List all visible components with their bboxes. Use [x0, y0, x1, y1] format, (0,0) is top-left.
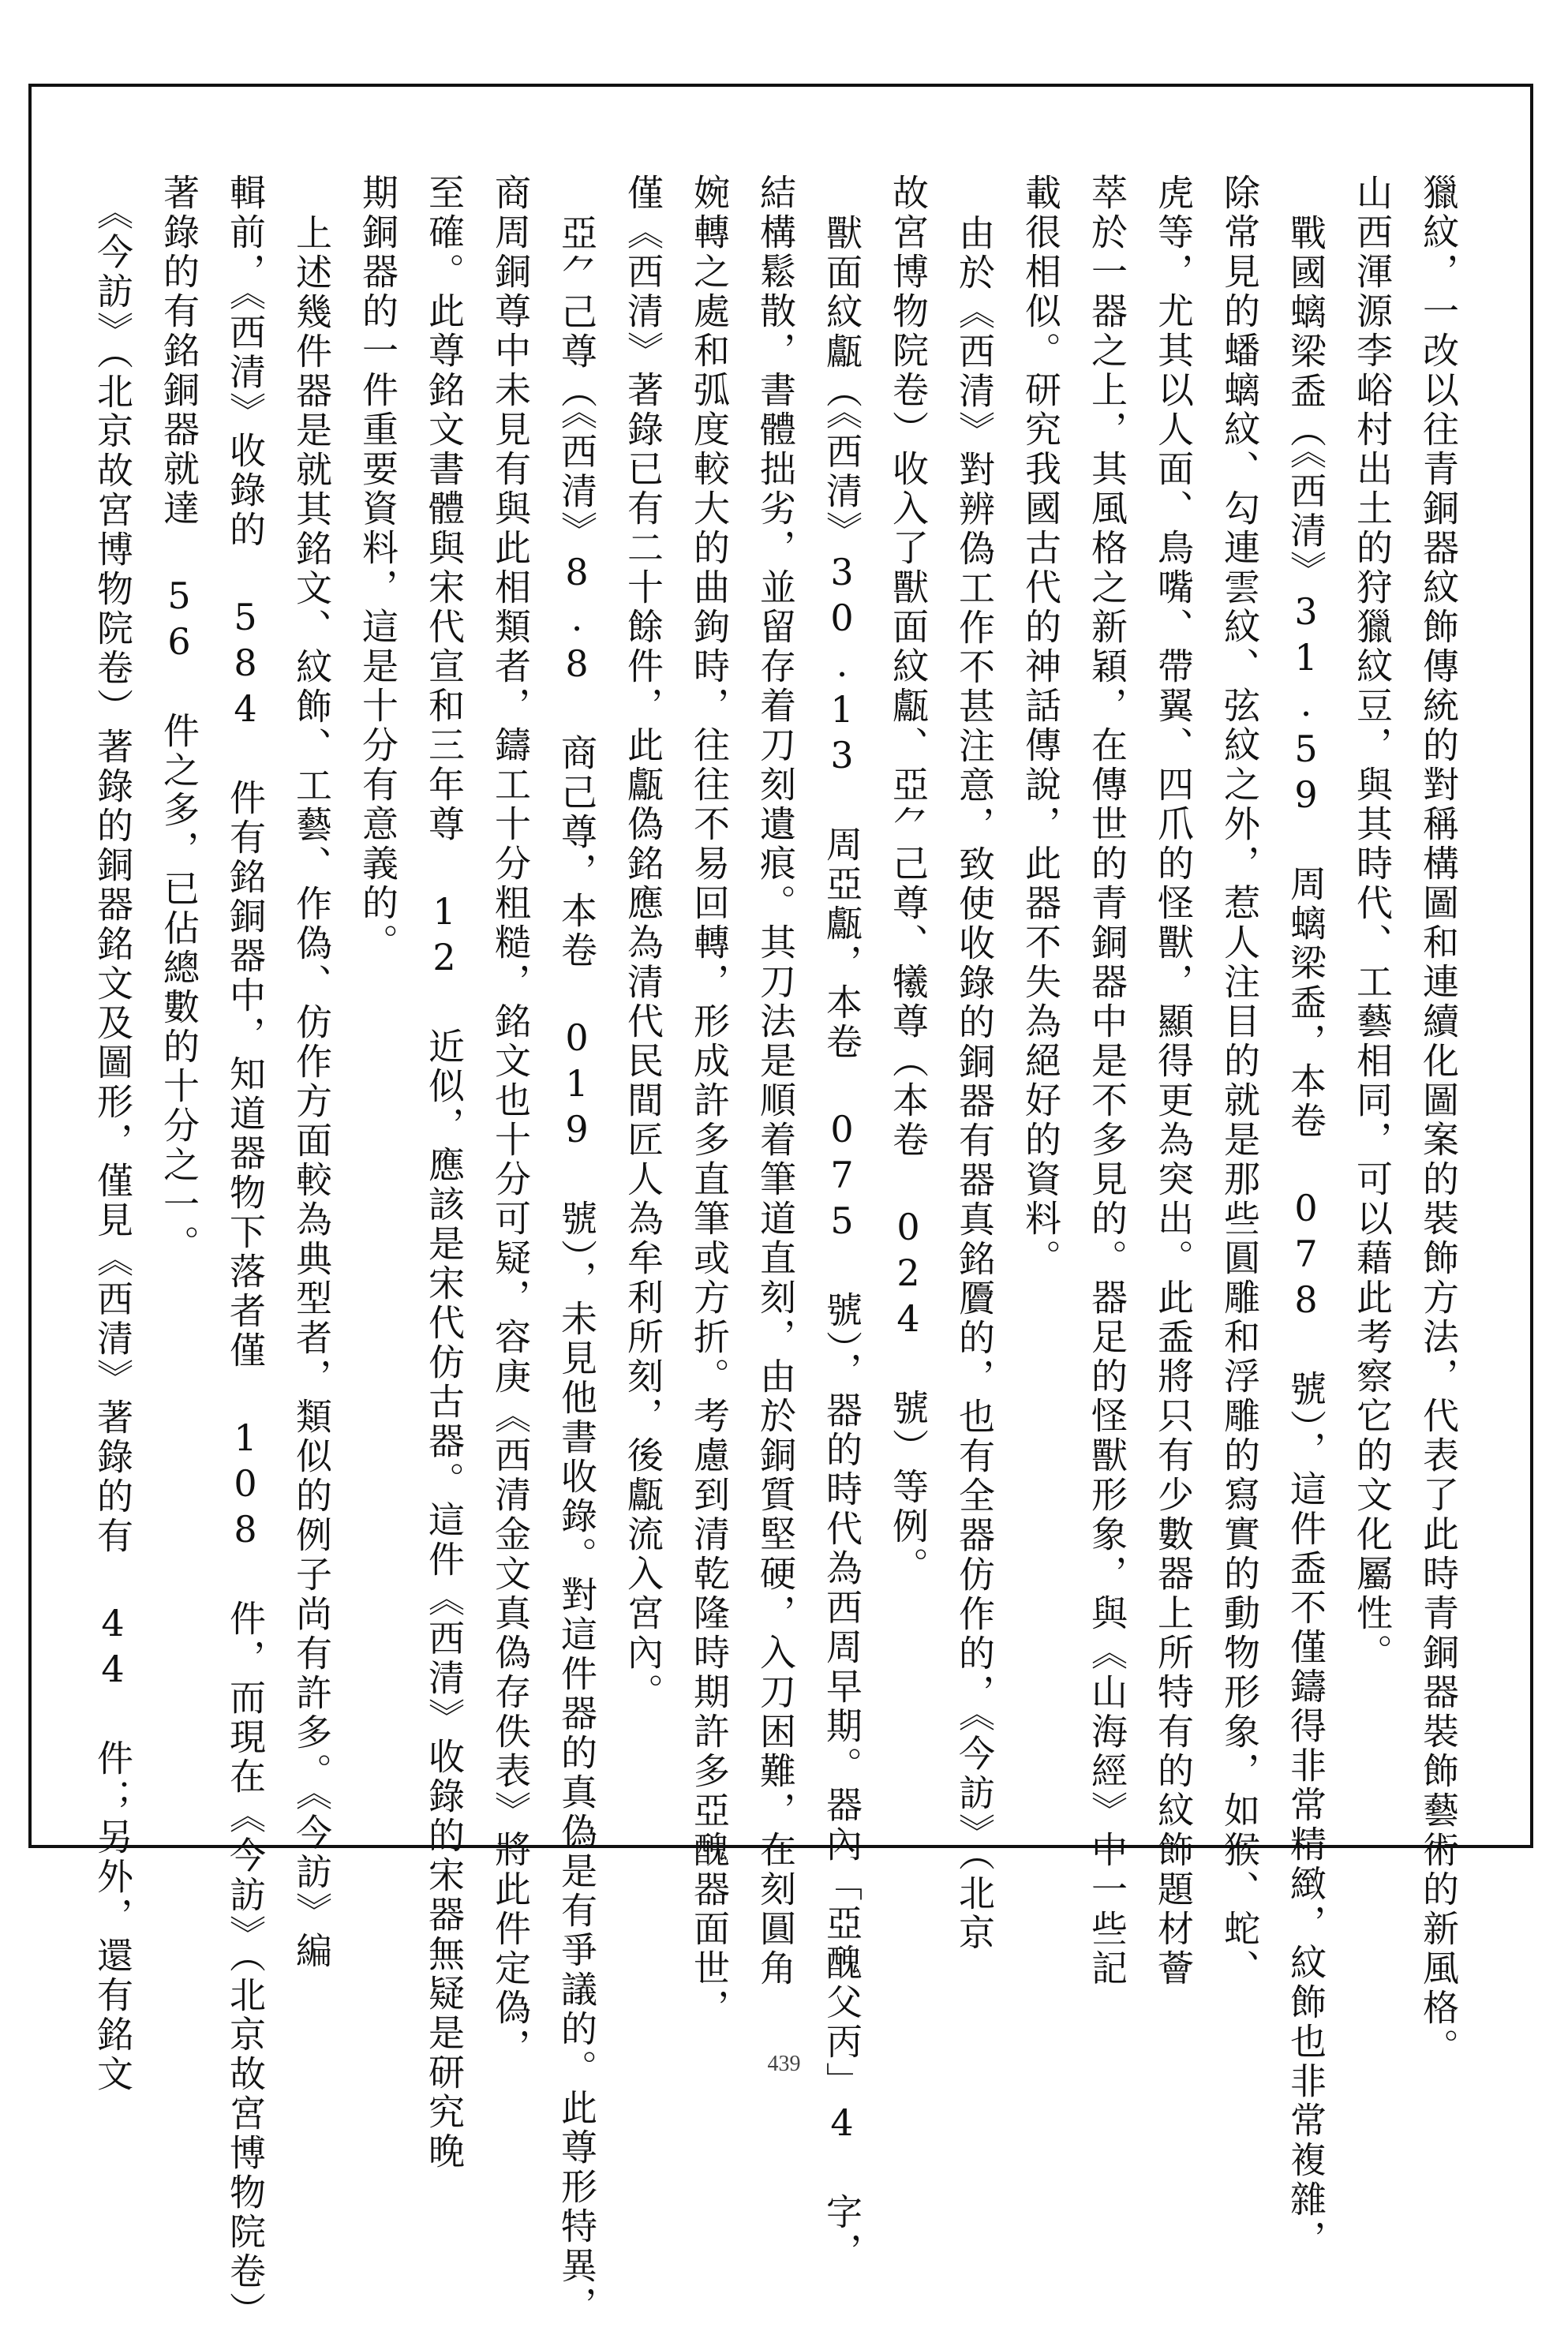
- text-line: 由於《西清》對辨偽工作不甚注意，致使收錄的銅器有器真銘贗的，也有全器仿作的，《今訪》（北京: [953, 213, 996, 1953]
- text-line: 期銅器的一件重要資料，這是十分有意義的。: [357, 174, 399, 963]
- text-line: 僅《西清》著錄已有二十餘件，此甗偽銘應為清代民間匠人為牟利所刻，後甗流入宮內。: [622, 174, 664, 1712]
- text-line: 婉轉之處和弧度較大的曲鉤時，往往不易回轉，形成許多直筆或方折。考慮到清乾隆時期許多亞醜器面世，: [688, 174, 731, 2028]
- text-line: 亞⺈己尊（《西清》8.8 商己尊，本卷 019 號），未見他書收錄。對這件器的真偽是有爭議的。此尊形特異，: [556, 213, 598, 2325]
- text-line: 《今訪》（北京故宮博物院卷）著錄的銅器銘文及圖形，僅見《西清》著錄的有 44 件；另外，還有銘文: [92, 193, 134, 2095]
- page-number: 439: [767, 2052, 801, 2076]
- text-line: 商周銅尊中未見有與此相類者，鑄工十分粗糙，銘文也十分可疑，容庚《西清金文真偽存佚表》將此件定偽，: [489, 174, 532, 2067]
- text-line: 故宮博物院卷）收入了獸面紋甗、亞⺈己尊、犧尊（本卷 024 號）等例。: [887, 174, 930, 1586]
- text-line: 獸面紋甗（《西清》30.13 周亞甗，本卷 075 號），器的時代為西周早期。器內「亞醜父丙」4 字，: [821, 213, 863, 2272]
- text-line: 載很相似。研究我國古代的神話傳說，此器不失為絕好的資料。: [1020, 174, 1062, 1278]
- text-line: 上述幾件器是就其銘文、紋飾、工藝、作偽、仿作方面較為典型者，類似的例子尚有許多。《今訪》編: [290, 213, 333, 1971]
- text-line: 除常見的蟠螭紋、勾連雲紋、弦紋之外，惹人注目的就是那些圓雕和浮雕的寫實的動物形象，如猴、蛇、: [1218, 174, 1261, 1989]
- text-line: 虎等，尤其以人面、鳥嘴、帶翼、四爪的怪獸，顯得更為突出。此盉將只有少數器上所特有的紋飾題材薈: [1152, 174, 1195, 1989]
- text-line: 結構鬆散，書體拙劣，並留存着刀刻遺痕。其刀法是順着筆道直刻，由於銅質堅硬，入刀困難，在刻圓角: [754, 174, 797, 1989]
- text-line: 獵紋，一改以往青銅器紋飾傳統的對稱構圖和連續化圖案的裝飾方法，代表了此時青銅器裝飾藝術的新風格。: [1417, 174, 1460, 2067]
- text-line: 輯前，《西清》收錄的 584 件有銘銅器中，知道器物下落者僅 108 件，而現在《今訪》（北京故宮博物院卷）: [224, 174, 267, 2331]
- text-line: 萃於一器之上，其風格之新穎，在傳世的青銅器中是不多見的。器足的怪獸形象，與《山海經》中一些記: [1086, 174, 1128, 1989]
- text-line: 戰國螭梁盉（《西清》31.59 周螭梁盉，本卷 078 號），這件盉不僅鑄得非常精緻，紋飾也非常複雜，: [1285, 213, 1327, 2259]
- text-line: 著錄的有銘銅器就達 56 件之多，已佔總數的十分之一。: [158, 174, 200, 1264]
- text-line: 山西渾源李峪村出土的狩獵紋豆，與其時代、工藝相同，可以藉此考察它的文化屬性。: [1351, 174, 1394, 1673]
- text-line: 至確。此尊銘文書體與宋代宣和三年尊 12 近似，應該是宋代仿古器。這件《西清》收錄的宋器無疑是研究晚: [423, 174, 466, 2172]
